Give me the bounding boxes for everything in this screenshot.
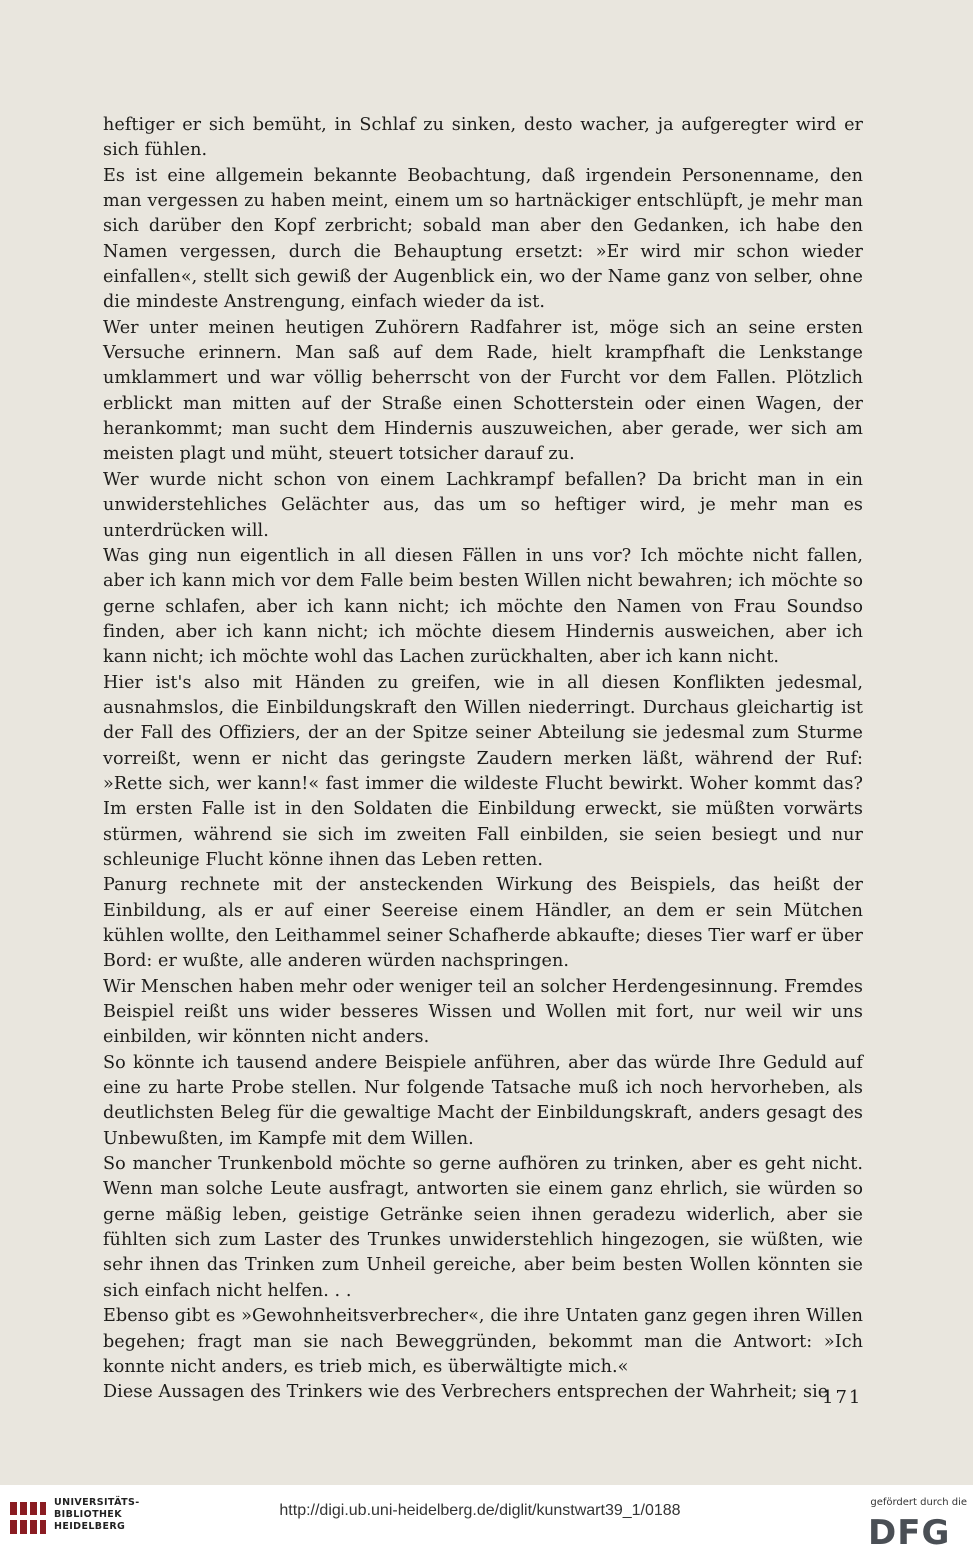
library-name-line: BIBLIOTHEK bbox=[54, 1509, 122, 1520]
paragraph: Wir Menschen haben mehr oder weniger teil an solcher Herdengesinnung. Fremdes Beispiel reißt uns wider besseres Wissen und Wollen mit fort, nur weil wir uns einbilden, wir könnten nicht anders. bbox=[103, 976, 863, 1048]
paragraph: Panurg rechnete mit der ansteckenden Wirkung des Beispiels, das heißt der Einbildung, als er auf einer Seereise einem Händler, an dem er sein Mütchen kühlen wollte, den Leithammel seiner Schafherde abkaufte; dieses Tier warf er über Bord: er wußte, alle anderen würden nachspringen. bbox=[103, 875, 863, 972]
body-text bbox=[103, 113, 863, 1406]
library-name bbox=[54, 1497, 194, 1533]
paragraph: Es ist eine allgemein bekannte Beobachtung, daß irgendein Personenname, den man vergessen zu haben meint, einem um so hartnäckiger entschlüpft, je mehr man sich darüber den Kopf zerbricht; sobald man aber den Gedanken, ich habe den Namen vergessen, durch die Behauptung ersetzt: »Er wird mir schon wieder einfallen«, stellt sich gewiß der Augenblick ein, wo der Name ganz von selber, ohne die mindeste Anstrengung, einfach wieder da ist. bbox=[103, 165, 863, 313]
paragraph: Wer wurde nicht schon von einem Lachkrampf befallen? Da bricht man in ein unwiderstehliches Gelächter aus, das um so heftiger wird, je mehr man es unterdrücken will. bbox=[103, 469, 863, 541]
paragraph: So mancher Trunkenbold möchte so gerne aufhören zu trinken, aber es geht nicht. Wenn man solche Leute ausfragt, antworten sie einem ganz ehrlich, sie würden so gerne mäßig leben, geistige Getränke seien ihnen geradezu widerlich, aber sie fühlten sich zum Laster des Trunkes unwiderstehlich hingezogen, sie wüßten, wie sehr ihnen das Trinken zum Unheil gereiche, aber beim besten Wollen könnten sie sich einfach nicht helfen. . . bbox=[103, 1154, 863, 1301]
paragraph: heftiger er sich bemüht, in Schlaf zu sinken, desto wacher, ja aufgeregter wird er sich fühlen. bbox=[103, 115, 863, 161]
paragraph: Ebenso gibt es »Gewohnheitsverbrecher«, die ihre Untaten ganz gegen ihren Willen begehen; fragt man sie nach Beweggründen, bekommt man die Antwort: »Ich konnte nicht anders, es trieb mich, es überwältigte mich.« bbox=[103, 1306, 863, 1377]
paragraph: Wer unter meinen heutigen Zuhörern Radfahrer ist, möge sich an seine ersten Versuche erinnern. Man saß auf dem Rade, hielt krampfhaft die Lenkstange umklammert und war völlig beherrscht von der Furcht vor dem Fallen. Plötzlich erblickt man mitten auf der Straße einen Schotterstein oder einen Wagen, der herankommt; man sucht dem Hindernis auszuweichen, aber gerade, wer sich am meisten plagt und müht, steuert totsicher darauf zu. bbox=[103, 317, 863, 465]
dfg-logo: DFG bbox=[868, 1513, 951, 1553]
library-name-line: UNIVERSITÄTS- bbox=[54, 1497, 140, 1508]
page-number: 171 bbox=[822, 1387, 863, 1408]
footer-bar bbox=[0, 1485, 973, 1561]
funded-by-label: gefördert durch die bbox=[870, 1497, 967, 1508]
library-logo-icon bbox=[8, 1498, 48, 1538]
library-name-line: HEIDELBERG bbox=[54, 1521, 126, 1532]
paragraph: Hier ist's also mit Händen zu greifen, wie in all diesen Konflikten jedesmal, ausnahmslos, die Einbildungskraft den Willen niederringt. Durchaus gleichartig ist der Fall des Offiziers, der an der Spitze seiner Abteilung sie jedesmal zum Sturme vorreißt, wenn er nicht das geringste Zaudern merken läßt, während der Ruf: »Rette sich, wer kann!« fast immer die wildeste Flucht bewirkt. Woher kommt das? Im ersten Falle ist in den Soldaten die Einbildung erweckt, sie müßten vorwärts stürmen, während sie sich im zweiten Fall einbilden, sie seien besiegt und nur schleunige Flucht könne ihnen das Leben retten. bbox=[103, 672, 863, 870]
paragraph: Diese Aussagen des Trinkers wie des Verbrechers entsprechen der Wahrheit; sie bbox=[103, 1382, 829, 1403]
source-url-link[interactable]: http://digi.ub.uni-heidelberg.de/diglit/kunstwart39_1/0188 bbox=[279, 1502, 681, 1519]
paragraph: Was ging nun eigentlich in all diesen Fällen in uns vor? Ich möchte nicht fallen, aber ich kann mich vor dem Falle beim besten Willen nicht bewahren; ich möchte so gerne schlafen, aber ich kann nicht; ich möchte den Namen von Frau Soundso finden, aber ich kann nicht; ich möchte diesem Hindernis ausweichen, aber ich kann nicht; ich möchte wohl das Lachen zurückhalten, aber ich kann nicht. bbox=[103, 545, 863, 668]
paragraph: So könnte ich tausend andere Beispiele anführen, aber das würde Ihre Geduld auf eine zu harte Probe stellen. Nur folgende Tatsache muß ich noch hervorheben, als deutlichsten Beleg für die gewaltige Macht der Einbildungskraft, anders gesagt des Unbewußten, im Kampfe mit dem Willen. bbox=[103, 1052, 863, 1149]
